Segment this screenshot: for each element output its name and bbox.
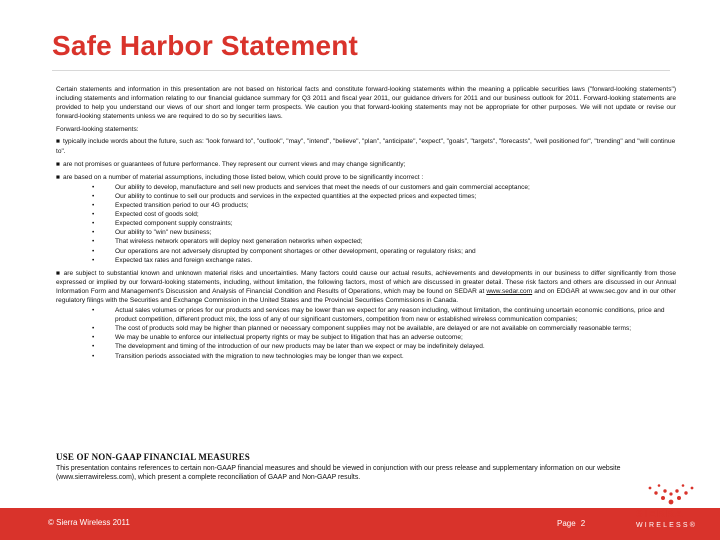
page-number: 2 bbox=[580, 519, 586, 528]
list-item: • Expected transition period to our 4G products; bbox=[92, 202, 249, 210]
list-item: • Expected cost of goods sold; bbox=[92, 211, 199, 219]
risks-paragraph: ■ are subject to substantial known and unknown material risks and uncertainties. Many factors could cause our actual results, achievements and developments in our business to differ significantly from those expressed or implied by our forward-looking statements, including, without limitation, the following factors, most of which are discussed in greater detail. These risk factors and others are discussed in our Annual Information Form and Management's Discussion and Analysis of Financial Condition and Results of Operations, which may be found on SEDAR at www.sedar.com and on EDGAR at www.sec.gov and in our other regulatory filings with the Securities and Exchange Commission in the United States and the Provincial Securities Commissions in Canada. bbox=[56, 269, 676, 304]
list-item: • Our ability to continue to sell our products and services in the expected quantities at the expected prices and expected times; bbox=[92, 192, 477, 200]
page-label: Page bbox=[557, 519, 576, 528]
list-item: • Transition periods associated with the migration to new technologies may be longer than we expect. bbox=[92, 352, 404, 360]
dot-bullet-icon: • bbox=[92, 202, 95, 210]
square-bullet-icon: ■ bbox=[56, 138, 60, 146]
non-gaap-text: This presentation contains references to certain non-GAAP financial measures and should be viewed in conjunction with our press release and supplementary information on our website (www.sierrawireless.com), which present a complete reconciliation of GAAP and Non-GAAP results. bbox=[56, 465, 621, 482]
bullet-not-promises: ■ are not promises or guarantees of future performance. They represent our current views and may change significantly; bbox=[56, 160, 406, 168]
page-indicator bbox=[557, 519, 585, 528]
logo-wordmark: SIERRA bbox=[636, 508, 685, 520]
title-divider bbox=[52, 70, 670, 71]
assumptions-list bbox=[56, 183, 676, 265]
dot-bullet-icon: • bbox=[92, 343, 95, 351]
list-item: • That wireless network operators will deploy next generation networks when expected; bbox=[92, 238, 363, 246]
dot-bullet-icon: • bbox=[92, 211, 95, 219]
non-gaap-heading: USE OF NON-GAAP FINANCIAL MEASURES bbox=[56, 452, 250, 462]
dot-bullet-icon: • bbox=[92, 334, 95, 342]
bullet-typical-words: ■ typically include words about the future, such as: "look forward to", "outlook", "may", "intend", "believe", "plan", "anticipate", "expect", "goals", "targets", "forecasts", "well positioned for", "trending" and "will continue to". bbox=[56, 138, 676, 155]
footer-bar bbox=[0, 508, 720, 540]
dot-bullet-icon: • bbox=[92, 192, 95, 200]
intro-paragraph: Certain statements and information in this presentation are not based on historical facts and constitute forward-looking statements within the meaning a pplicable securities laws ("forward-looking statements") including statements and information relating to our financial guidance summary for Q3 2011 and fiscal year 2011, our guidance drivers for 2011 and our business outlook for 2011. Forward-looking statements are provided to help you understand our views of our short and longer term prospects. We caution you that forward-looking statements may not be appropriate for other purposes. We will not update or revise our forward-looking statements unless we are required to do so by securities laws. bbox=[56, 86, 676, 121]
list-item: • Our ability to "win" new business; bbox=[92, 229, 212, 237]
safe-harbor-body bbox=[56, 85, 676, 365]
list-item: • Expected tax rates and foreign exchange rates. bbox=[92, 256, 253, 264]
copyright-text: © Sierra Wireless 2011 bbox=[48, 518, 130, 527]
bullet-assumptions: ■ are based on a number of material assumptions, including those listed below, which could prove to be significantly incorrect : • Our ability to develop, manufacture and sell new products and services that meet the needs of our customers and gain commercial acceptance; • Our ability to continue to sell our products and services in the expected quantities at the expected prices and expected times; • Expected transition period to our 4G products; • Expected cost of goods sold; • Expected component supply constraints; • Our ability to "win" new business; • That wireless network operators will deploy next generation networks when expected; • Our operations are not adversely disrupted by component shortages or other development, operating or regulatory risks; and • Expected tax rates and foreign exchange rates. bbox=[56, 173, 676, 265]
sierra-wireless-logo bbox=[636, 482, 706, 536]
forward-looking-lead: Forward-looking statements: bbox=[56, 126, 139, 134]
logo-subwordmark: WIRELESS® bbox=[636, 522, 698, 529]
list-item: • Our ability to develop, manufacture and sell new products and services that meet the needs of our customers and gain commercial acceptance; bbox=[92, 183, 530, 191]
list-item: • Our operations are not adversely disrupted by component shortages or other development, operating or regulatory risks; and bbox=[92, 247, 476, 255]
bullet-risks bbox=[56, 269, 676, 361]
dot-bullet-icon: • bbox=[92, 220, 95, 228]
list-item: • The development and timing of the introduction of our new products may be later than we expect or may be indefinitely delayed. bbox=[92, 343, 485, 351]
dot-bullet-icon: • bbox=[92, 352, 95, 360]
non-gaap-section bbox=[56, 452, 676, 483]
dot-bullet-icon: • bbox=[92, 238, 95, 246]
slide-title: Safe Harbor Statement bbox=[52, 30, 359, 61]
dot-bullet-icon: • bbox=[92, 325, 95, 333]
dot-bullet-icon: • bbox=[92, 183, 95, 191]
square-bullet-icon: ■ bbox=[56, 269, 61, 277]
sedar-link[interactable]: www.sedar.com bbox=[486, 287, 533, 295]
risks-list bbox=[56, 306, 676, 361]
list-item: • Expected component supply constraints; bbox=[92, 220, 233, 228]
dot-bullet-icon: • bbox=[92, 307, 95, 315]
dot-bullet-icon: • bbox=[92, 247, 95, 255]
list-item: • We may be unable to enforce our intellectual property rights or may be subject to litigation that has an adverse outcome; bbox=[92, 334, 463, 342]
dot-bullet-icon: • bbox=[92, 256, 95, 264]
list-item: • Actual sales volumes or prices for our products and services may be lower than we expect for any reason including, without limitation, the continuing uncertain economic conditions, price and product competition, different product mix, the loss of any of our significant customers, competition from new or established wireless communication companies; bbox=[92, 307, 665, 324]
logo-dots-icon bbox=[644, 482, 698, 506]
list-item: • The cost of products sold may be higher than planned or necessary component supplies may not be available, are delayed or are not available on commercially reasonable terms; bbox=[92, 325, 632, 333]
dot-bullet-icon: • bbox=[92, 229, 95, 237]
square-bullet-icon: ■ bbox=[56, 160, 60, 168]
square-bullet-icon: ■ bbox=[56, 173, 60, 181]
